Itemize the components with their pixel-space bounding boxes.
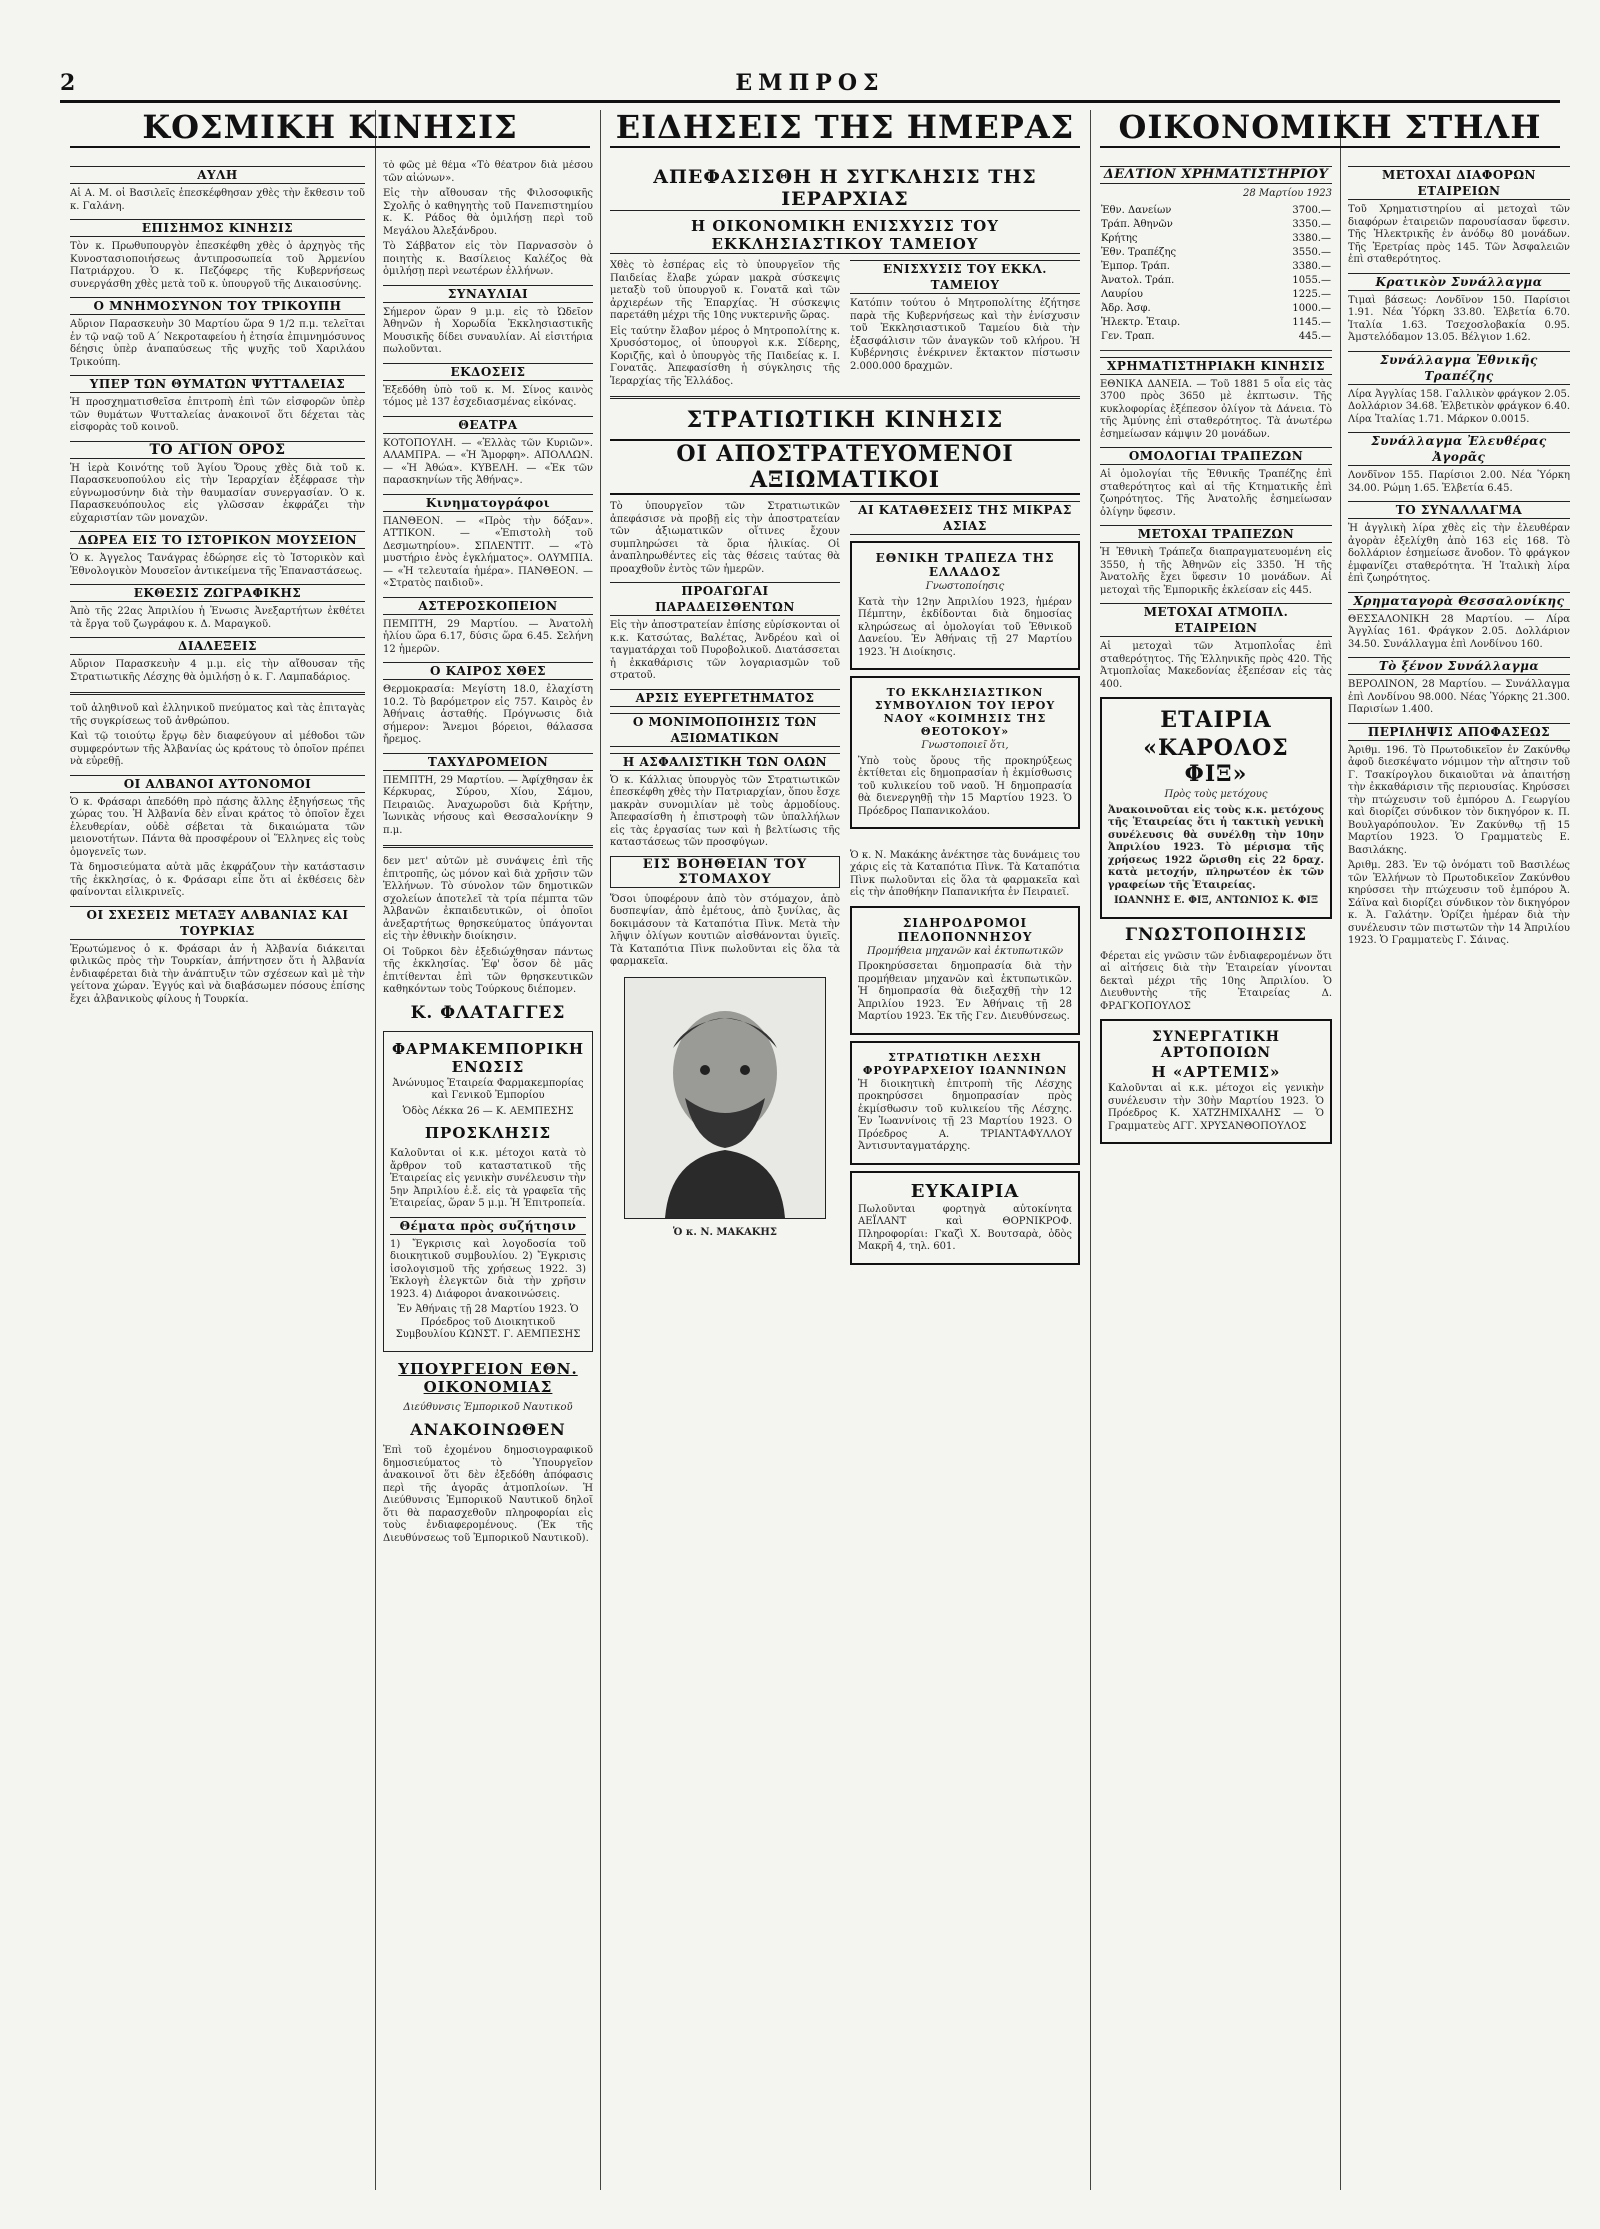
- stock-row: [1100, 246, 1332, 260]
- ad-bakers: [1100, 1019, 1332, 1144]
- article-hierarchy: [610, 260, 1080, 388]
- article-text: Εἰς τὴν αἴθουσαν τῆς Φιλοσοφικῆς Σχολῆς ὁ καθηγητὴς τοῦ Πανεπιστημίου κ. Κ. Ράδος θὰ ὁμιλήσῃ περὶ τοῦ Μεγάλου Ἀλεξάνδρου.: [383, 188, 593, 237]
- portrait-photo: [624, 977, 826, 1219]
- heading-invitation: ΠΡΟΣΚΛΗΣΙΣ: [424, 1124, 552, 1142]
- stock-row: [1100, 218, 1332, 232]
- heading-albanians: ΟΙ ΑΛΒΑΝΟΙ ΑΥΤΟΝΟΜΟΙ: [70, 775, 365, 793]
- column-2: [383, 160, 593, 2220]
- stock-row: [1100, 204, 1332, 218]
- headline-retired-officers: ΟΙ ΑΠΟΣΤΡΑΤΕΥΟΜΕΝΟΙ ΑΞΙΩΜΑΤΙΚΟΙ: [610, 439, 1080, 495]
- newspaper-name: ΕΜΠΡΟΣ: [735, 70, 885, 96]
- heading-albania-turkey: ΟΙ ΣΧΕΣΕΙΣ ΜΕΤΑΞΥ ΑΛΒΑΝΙΑΣ ΚΑΙ ΤΟΥΡΚΙΑΣ: [70, 906, 365, 940]
- stock-name: Ἐθν. Τραπέζης: [1101, 246, 1177, 258]
- article-text: Ἐξεδόθη ὑπὸ τοῦ κ. Μ. Σίνος καινὸς τόμος μὲ 137 ἐσχεδιασμένας εἰκόνας.: [383, 384, 593, 408]
- article-text: Ἡ ἱερὰ Κοινότης τοῦ Ἁγίου Ὄρους χθὲς διὰ τοῦ κ. Παρασκευοπούλου εἰς τὴν Ἱεραρχίαν ἐξέφρασε τὴν εὐγνωμοσύνην διὰ τὴν θαυμασίαν συνεργασίαν. Ὁ κ. Παρασκευόπουλος εἰς γλῶσσαν ἐκφράζει τὴν εὐχαριστίαν τῶν μοναχῶν.: [70, 462, 365, 524]
- article-text: 1) Ἔγκρισις καὶ λογοδοσία τοῦ διοικητικοῦ συμβουλίου. 2) Ἔγκρισις ἰσολογισμοῦ τῆς χρήσεως 1922. 3) Ἐκλογὴ ἐλεγκτῶν διὰ τὴν χρῆσιν 1923. 4) Διάφοροι ἀνακοινώσεις.: [390, 1238, 586, 1300]
- article-text: Τὸν κ. Πρωθυπουργὸν ἐπεσκέφθη χθὲς ὁ ἀρχηγὸς τῆς Κυνοστασιοποιήσεως ἀντιπροσωπεία τοῦ Ἀρμενίου Πατριάρχου. Ὁ κ. Πεζόφερς τῆς Κυβερνήσεως συνεργάσθη χθὲς μετὰ τοῦ κ. ὑπουργοῦ τῆς Δικαιοσύνης.: [70, 241, 365, 290]
- ad-flatagges: Κ. ΦΛΑΤΑΓΓΕΣ: [410, 1002, 566, 1023]
- stock-price: 445.—: [1298, 330, 1331, 342]
- article-text: Ἀριθμ. 283. Ἐν τῷ ὀνόματι τοῦ Βασιλέως τῶν Ἑλλήνων τὸ Πρωτοδικεῖον Ζακύνθου κηρύσσει τὴν πτώχευσιν τοῦ ἐμπόρου Ἀ. Σάϊνα καὶ διορίζει σύνδικον τὸν δικηγόρον κ. Ἀ. Γαλάτην. Ὁρίζει ἡμέραν διὰ τὴν συνέλευσιν τῶν πιστωτῶν τὴν 14 Ἀπριλίου 1923. Ὁ Γραμματεὺς Γ. Σάινας.: [1348, 860, 1570, 946]
- article-text: Εἰς τὴν ἀποστρατείαν ἐπίσης εὑρίσκονται οἱ κ.κ. Κατσώτας, Βαλέτας, Ἀνδρέου καὶ οἱ ταγματάρχαι τοῦ Πυροβολικοῦ. Διατάσσεται ἡ ἐκκαθάρισις τῶν λογαριασμῶν τοῦ στρατοῦ.: [610, 620, 840, 681]
- heading-lectures: ΔΙΑΛΕΞΕΙΣ: [70, 637, 365, 655]
- ad-pharma-title: ΦΑΡΜΑΚΕΜΠΟΡΙΚΗ ΕΝΩΣΙΣ: [391, 1039, 585, 1076]
- heading-mount-athos: ΤΟ ΑΓΙΟΝ ΟΡΟΣ: [70, 441, 365, 459]
- article-military: [610, 501, 1080, 850]
- page-number: 2: [60, 70, 76, 96]
- ad-national-bank-subtitle: Γνωστοποίησις: [925, 581, 1005, 592]
- stock-table: [1100, 204, 1332, 344]
- ad-pharma-subtitle: Ἀνώνυμος Ἑταιρεία Φαρμακεμπορίας καὶ Γενικοῦ Ἐμπορίου: [392, 1077, 584, 1101]
- stock-name: Τράπ. Ἀθηνῶν: [1101, 218, 1173, 230]
- stock-name: Κρήτης: [1101, 232, 1138, 244]
- stock-row: [1100, 302, 1332, 316]
- heading-official-movement: ΕΠΙΣΗΜΟΣ ΚΙΝΗΣΙΣ: [70, 219, 365, 237]
- heading-ministry: ΥΠΟΥΡΓΕΙΟΝ ΕΘΝ. ΟΙΚΟΝΟΜΙΑΣ: [398, 1359, 578, 1396]
- heading-bank-shares: ΜΕΤΟΧΑΙ ΤΡΑΠΕΖΩΝ: [1100, 525, 1332, 543]
- heading-officer-tenure: Ο ΜΟΝΙΜΟΠΟΙΗΣΙΣ ΤΩΝ ΑΞΙΩΜΑΤΙΚΩΝ: [610, 713, 840, 747]
- column-3: [610, 160, 1080, 2220]
- article-text: Ἀνακοινοῦται εἰς τοὺς κ.κ. μετόχους τῆς Ἑταιρείας ὅτι ἡ τακτικὴ γενικὴ συνέλευσις θὰ συνέλθῃ τὴν 10ην Ἀπριλίου 1923. Τὸ μέρισμα τῆς χρήσεως 1922 ὥρισθη εἰς 22 δραχ. κατὰ μετοχήν, πληρωτέον ἐκ τῶν γραφείων τῆς Ἑταιρείας.: [1108, 804, 1324, 891]
- ad-pharma-address: Ὁδὸς Λέκκα 26 — Κ. ΑΕΜΠΕΣΗΣ: [402, 1105, 574, 1117]
- article-text: Προκηρύσσεται δημοπρασία διὰ τὴν προμήθειαν μηχανῶν καὶ ἐκτυπωτικῶν. Ἡ δημοπρασία θὰ διεξαχθῇ τὴν 12 Ἀπριλίου 1923. Ἐν Ἀθήναις τῇ 28 Μαρτίου 1923. Ἐκ τῆς Γεν. Διευθύνσεως.: [858, 961, 1072, 1022]
- heading-publications: ΕΚΔΟΣΕΙΣ: [383, 363, 593, 381]
- heading-national-bank-exchange: Συνάλλαγμα Ἐθνικῆς Τραπέζης: [1348, 351, 1570, 385]
- heading-various-shares: ΜΕΤΟΧΑΙ ΔΙΑΦΟΡΩΝ ΕΤΑΙΡΕΙΩΝ: [1348, 166, 1570, 200]
- headline-hierarchy: ΑΠΕΦΑΣΙΣΘΗ Η ΣΥΓΚΛΗΣΙΣ ΤΗΣ ΙΕΡΑΡΧΙΑΣ: [610, 166, 1080, 211]
- ad-company-name: «ΚΑΡΟΛΟΣ ΦΙΞ»: [1143, 735, 1289, 787]
- heading-museum-donation: ΔΩΡΕΑ ΕΙΣ ΤΟ ΙΣΤΟΡΙΚΟΝ ΜΟΥΣΕΙΟΝ: [70, 531, 365, 549]
- stock-row: [1100, 232, 1332, 246]
- stock-name: Ἀνατολ. Τράπ.: [1101, 274, 1175, 286]
- heading-post-office: ΤΑΧΥΔΡΟΜΕΙΟΝ: [383, 753, 593, 771]
- ad-railways: [850, 906, 1080, 1035]
- stock-name: Ἀδρ. Ἀσφ.: [1101, 302, 1151, 314]
- heading-benefit-removal: ΑΡΣΙΣ ΕΥΕΡΓΕΤΗΜΑΤΟΣ: [610, 689, 840, 707]
- article-text: Φέρεται εἰς γνῶσιν τῶν ἐνδιαφερομένων ὅτι αἱ αἰτήσεις διὰ τὴν Ἑταιρείαν γίνονται δεκταὶ μέχρι τῆς 10ης Ἀπριλίου. Ὁ Διευθυντὴς τῆς Ἑταιρείας Δ. ΦΡΑΓΚΟΠΟΥΛΟΣ: [1100, 950, 1332, 1012]
- ad-pharma: [383, 1031, 593, 1352]
- heading-foreign-exchange: Τὸ ξένον Συνάλλαγμα: [1348, 657, 1570, 675]
- signature: Ἐν Ἀθήναις τῇ 28 Μαρτίου 1923. Ὁ Πρόεδρος τοῦ Διοικητικοῦ Συμβουλίου ΚΩΝΣΤ. Γ. ΑΕΜΠΕΣΗΣ: [395, 1304, 581, 1340]
- stock-row: [1100, 316, 1332, 330]
- ad-national-bank: [850, 541, 1080, 670]
- column-rule: [375, 110, 376, 2190]
- ad-opportunity: [850, 1171, 1080, 1265]
- heading-cinemas: Κινηματογράφοι: [383, 494, 593, 512]
- article-text: ΠΕΜΠΤΗ, 29 Μαρτίου. — Ἀνατολὴ ἡλίου ὥρα 6.17, δύσις ὥρα 6.45. Σελήνη 12 ἡμερῶν.: [383, 618, 593, 655]
- heading-state-exchange: Κρατικὸν Συνάλλαγμα: [1348, 273, 1570, 291]
- article-text: δεν μετ' αὐτῶν μὲ συνάψεις ἐπὶ τῆς ἐπιτροπῆς, ὡς μόνον καὶ διὰ χρῆσιν τῶν Ἑλλήνων. Τὸ σύνολον τῶν δημοτικῶν σχολείων ἀποτελεῖ τὰ τρία πέμπτα τῶν Ἀλβανῶν ἐκπαιδευτικῶν, οἱ ὁποῖοι ἀνεξαρτήτως θρησκεύματος ὑπάγονται εἰς τὴν ἐθνικὴν διοίκησιν.: [383, 856, 593, 942]
- heading-painting-exhibition: ΕΚΘΕΣΙΣ ΖΩΓΡΑΦΙΚΗΣ: [70, 584, 365, 602]
- column-rule: [600, 110, 601, 2190]
- heading-victims: ΥΠΕΡ ΤΩΝ ΘΥΜΑΤΩΝ ΨΥΤΤΑΛΕΙΑΣ: [70, 375, 365, 393]
- article-text: Ὅσοι ὑποφέρουν ἀπὸ τὸν στόμαχον, ἀπὸ δυσπεψίαν, ἀπὸ ἐμέτους, ἀπὸ ξυνίλας, ἂς δοκιμάσουν τὰ Καταπότια Πὶνκ. Μετὰ τὴν λῆψιν ὀλίγων κουτιῶν αἰσθάνονται ὑγιεῖς. Τὰ Καταπότια Πὶνκ πωλοῦνται εἰς ὅλα τὰ φαρμακεῖα.: [610, 893, 840, 967]
- article-text: τοῦ ἀληθινοῦ καὶ ἐλληνικοῦ πνεύματος καὶ τὰς ἐπιταγὰς τῆς συγκρίσεως τοῦ ἀνθρώπου.: [70, 703, 365, 727]
- portrait-illustration: [625, 978, 825, 1218]
- article-text: Αὔριον Παρασκευὴν 4 μ.μ. εἰς τὴν αἴθουσαν τῆς Στρατιωτικῆς Λέσχης θὰ ὁμιλήσῃ ὁ κ. Γ. Λαμπαδάριος.: [70, 659, 365, 683]
- ad-company-subtitle: Πρὸς τοὺς μετόχους: [1164, 789, 1268, 800]
- article-text: ΠΑΝΘΕΟΝ. — «Πρὸς τὴν δόξαν». ΑΤΤΙΚΟΝ. — «Ἐπιστολὴ τοῦ Δεσμωτηρίου». ΣΠΛΕΝΤΙΤ. — «Τὸ μυστήριο ἑνὸς ἐγκλήματος». ΟΛΥΜΠΙΑ. — «Ἡ τελευταία ἡμέρα». ΠΑΝΘΕΟΝ. — «Στρατὸς παιδιοῦ».: [383, 515, 593, 589]
- stock-date: 28 Μαρτίου 1923: [1243, 188, 1332, 199]
- stock-price: 3550.—: [1292, 246, 1331, 258]
- article-text: Αἱ μετοχαὶ τῶν Ἀτμοπλοΐας ἐπὶ σταθερότητος. Τῆς Ἑλληνικῆς πρὸς 420. Τῆς Ἀτμοπλοΐας Μακεδονίας ἐξεπέσαν εἰς τὰς 400.: [1100, 641, 1332, 690]
- stock-name: Ἐθν. Δανείων: [1101, 204, 1172, 216]
- stock-price: 1225.—: [1292, 288, 1331, 300]
- heading-fund-support: ΕΝΙΣΧΥΣΙΣ ΤΟΥ ΕΚΚΛ. ΤΑΜΕΙΟΥ: [850, 260, 1080, 294]
- stock-name: Γεν. Τραπ.: [1101, 330, 1155, 342]
- stock-row: [1100, 288, 1332, 302]
- heading-asia-minor-deposits: ΑΙ ΚΑΤΑΘΕΣΕΙΣ ΤΗΣ ΜΙΚΡΑΣ ΑΣΙΑΣ: [850, 501, 1080, 535]
- article-text: Πωλοῦνται φορτηγὰ αὐτοκίνητα ΑΕΪΛΑΝΤ καὶ ΘΟΡΝΙΚΡΟΦ. Πληροφορίαι: Γκαζὶ Χ. Βουτσαρὰ, ὁδὸς Μακρῆ 4, τηλ. 601.: [858, 1203, 1072, 1252]
- article-text: Κατὰ τὴν 12ην Ἀπριλίου 1923, ἡμέραν Πέμπτην, ἐκδίδονται διὰ δημοσίας κληρώσεως αἱ ὁμολογίαι τοῦ Ἐθνικοῦ Δανείου. Ἐν Ἀθήναις τῇ 27 Μαρτίου 1923. Ἡ Διοίκησις.: [858, 596, 1072, 658]
- article-text: Ἡ προσχηματισθεῖσα ἐπιτροπὴ ἐπὶ τῶν εἰσφορῶν ὑπὲρ τῶν θυμάτων Ψυτταλείας ἀνακοινοῖ ὅτι δέχεται τὰς εἰσφορὰς τοῦ κοινοῦ.: [70, 397, 365, 433]
- ad-military-club: [850, 1041, 1080, 1165]
- stock-name: Ἐμπορ. Τράπ.: [1101, 260, 1170, 272]
- headline-military: ΣΤΡΑΤΙΩΤΙΚΗ ΚΙΝΗΣΙΣ: [686, 407, 1004, 433]
- article-text: Τὸ Σάββατον εἰς τὸν Παρνασσὸν ὁ ποιητὴς κ. Βασίλειος Καλέζος θὰ ὁμιλήσῃ περὶ νεωτέρων ἐλλήνων.: [383, 241, 593, 277]
- article-text: ΘΕΣΣΑΛΟΝΙΚΗ 28 Μαρτίου. — Λίρα Ἀγγλίας 161. Φράγκον 2.05. Δολλάριον 34.50. Συνάλλαγμα ἐπὶ Λονδίνου 160.: [1348, 613, 1570, 650]
- stock-row: [1100, 330, 1332, 344]
- article-text: Καλοῦνται οἱ κ.κ. μέτοχοι κατὰ τὸ ἄρθρον τοῦ καταστατικοῦ τῆς Ἑταιρείας εἰς γενικὴν συνέλευσιν τὴν 5ην Ἀπριλίου ἐ.ἔ. εἰς τὰ γραφεῖα τῆς Ἑταιρείας, ὥραν 5 μ.μ. Ἡ Ἐπιτροπεία.: [390, 1148, 586, 1209]
- article-text: ΒΕΡΟΛΙΝΟΝ, 28 Μαρτίου. — Συνάλλαγμα ἐπὶ Λονδίνου 98.000. Νέας Ὑόρκης 21.300. Παρισίων 1.400.: [1348, 679, 1570, 715]
- ad-company-label: ΕΤΑΙΡΙΑ: [1160, 707, 1272, 733]
- stock-row: [1100, 274, 1332, 288]
- article-text: Ὑπὸ τοὺς ὅρους τῆς προκηρύξεως ἐκτίθεται εἰς δημοπρασίαν ἡ ἐκμίσθωσις τοῦ κυλικείου τοῦ ναοῦ. Ἡ δημοπρασία θὰ διενεργηθῇ τὴν 15 Μαρτίου 1923. Ὁ Πρόεδρος Παπανικολάου.: [858, 755, 1072, 817]
- masthead: [60, 70, 1560, 103]
- ad-company-fix: [1100, 697, 1332, 919]
- article-text: Αἱ ὁμολογίαι τῆς Ἐθνικῆς Τραπέζης ἐπὶ σταθερότητος καὶ αἱ τῆς Κτηματικῆς ἐπὶ ζωηρότητος. Τῆς Ἀνατολῆς ἐσημείωσαν ὀλίγην ὕφεσιν.: [1100, 469, 1332, 518]
- stock-name: Ἡλεκτρ. Ἑταιρ.: [1101, 316, 1181, 328]
- heading-bank-bonds: ΟΜΟΛΟΓΙΑΙ ΤΡΑΠΕΖΩΝ: [1100, 447, 1332, 465]
- ad-bakers-name: Η «ΑΡΤΕΜΙΣ»: [1151, 1063, 1281, 1081]
- heading-steamship-shares: ΜΕΤΟΧΑΙ ΑΤΜΟΠΛ. ΕΤΑΙΡΕΙΩΝ: [1100, 603, 1332, 637]
- article-text: Ἡ Ἐθνικὴ Τράπεζα διαπραγματευομένη εἰς 3550, ἡ τῆς Ἀθηνῶν εἰς 3350. Ἡ τῆς Ἀνατολῆς ἔχει ὕφεσιν 10 μονάδων. Αἱ μετοχαὶ τῆς Ἐμπορικῆς ἐκλείσαν εἰς 445.: [1100, 547, 1332, 596]
- column-rule: [1340, 110, 1341, 2190]
- heading-exchange-movement: ΧΡΗΜΑΤΙΣΤΗΡΙΑΚΗ ΚΙΝΗΣΙΣ: [1100, 357, 1332, 375]
- headline-stomach: ΕΙΣ ΒΟΗΘΕΙΑΝ ΤΟΥ ΣΤΟΜΑΧΟΥ: [610, 856, 840, 888]
- article-text: Ὁ κ. Ν. Μακάκης ἀνέκτησε τὰς δυνάμεις του χάρις εἰς τὰ Καταπότια Πὶνκ. Τὰ Καταπότια Πὶνκ πωλοῦνται εἰς ὅλα τὰ φαρμακεῖα καὶ εἰς τὴν ἀποθήκην Παπανικήτα ἐν Πειραιεῖ.: [850, 849, 1080, 898]
- stock-price: 3380.—: [1292, 260, 1331, 272]
- article-text: Ἡ ἀγγλικὴ λίρα χθὲς εἰς τὴν ἐλευθέραν ἀγορὰν ἐξελίχθη ἀπὸ 163 εἰς 168. Τὸ δολλάριον ἐσημείωσε ἄνοδον. Τὸ φράγκον ἐμφανίζει σταθερότητα. Ἡ Ἰταλικὴ λίρα ἐπὶ ζωηρότητος.: [1348, 523, 1570, 584]
- stock-price: 3700.—: [1292, 204, 1331, 216]
- stock-price: 3380.—: [1292, 232, 1331, 244]
- column-4: [1100, 160, 1332, 2220]
- ad-railways-title: ΣΙΔΗΡΟΔΡΟΜΟΙ ΠΕΛΟΠΟΝΝΗΣΟΥ: [897, 915, 1033, 944]
- article-text: Αὔριον Παρασκευὴν 30 Μαρτίου ὥρα 9 1/2 π.μ. τελεῖται ἐν τῷ ναῷ τοῦ Α΄ Νεκροταφείου ἡ ἐτησία ἐπιμνημόσυνος δέησις ὑπὲρ ἀναπαύσεως τῆς ψυχῆς τοῦ Χαριλάου Τρικούπη.: [70, 319, 365, 368]
- article-text: Τιμαὶ βάσεως: Λονδῖνον 150. Παρίσιοι 1.91. Νέα Ὑόρκη 33.80. Ἑλβετία 6.70. Ἰταλία 1.63. Τσεχοσλοβακία 0.95. Ἀμστελόδαμον 13.05. Βέλγιον 1.62.: [1348, 294, 1570, 343]
- article-text: Λίρα Ἀγγλίας 158. Γαλλικὸν φράγκον 2.05. Δολλάριον 34.68. Ἑλβετικὸν φράγκον 6.40. Λίρα Ἰταλίας 1.71. Μάρκον 0.0015.: [1348, 388, 1570, 425]
- article-text: Ἐπὶ τοῦ ἐχομένου δημοσιογραφικοῦ δημοσιεύματος τὸ Ὑπουργεῖον ἀνακοινοῖ ὅτι δὲν ἐξεδόθη ἀπόφασις περὶ τῆς ἀγορᾶς ἀτμοπλοίων. Ἡ Διεύθυνσις Ἐμπορικοῦ Ναυτικοῦ δηλοῖ ὅτι θὰ παρασχεθοῦν πληροφορίαι εἰς τοὺς ἐνδιαφερομένους. (Ἐκ τῆς Διευθύνσεως τοῦ Ἐμπορικοῦ Ναυτικοῦ).: [383, 1445, 593, 1544]
- article-text: Ὁ κ. Ἀγγελος Τανάγρας ἐδώρησε εἰς τὸ Ἱστορικὸν καὶ Ἐθνολογικὸν Μουσεῖον ἀντικείμενα τῆς Ἐπαναστάσεως.: [70, 553, 365, 577]
- article-text: ΠΕΜΠΤΗ, 29 Μαρτίου. — Ἀφίχθησαν ἐκ Κέρκυρας, Σύρου, Χίου, Σάμου, Πειραιῶς. Ἀναχωροῦσι διὰ Κρήτην, Ἰωνικὰς νήσους καὶ Θεσσαλονίκην 9 π.μ.: [383, 774, 593, 836]
- section-title-economy: ΟΙΚΟΝΟΜΙΚΗ ΣΤΗΛΗ: [1100, 108, 1560, 148]
- article-text: Καλοῦνται αἱ κ.κ. μέτοχοι εἰς γενικὴν συνέλευσιν τὴν 30ὴν Μαρτίου 1923. Ὁ Πρόεδρος Κ. ΧΑΤΖΗΜΙΧΑΛΗΣ — Ὁ Γραμματεὺς ΑΓΓ. ΧΡΥΣΑΝΘΟΠΟΥΛΟΣ: [1108, 1083, 1324, 1132]
- article-text: Τὸ ὑπουργεῖον τῶν Στρατιωτικῶν ἀπεφάσισε νὰ προβῇ εἰς τὴν ἀποστρατείαν τῶν ἀξιωματικῶν οἵτινες ἔχουν συμπληρώσει τὰ ὅρια ἡλικίας. Οἱ ἀναπληρωθέντες εἰς τὰς θέσεις ταύτας θὰ προαχθοῦν ἐντὸς τῶν ἡμερῶν.: [610, 501, 840, 575]
- heading-weather: Ο ΚΑΙΡΟΣ ΧΘΕΣ: [383, 662, 593, 680]
- heading-stock-bulletin: ΔΕΛΤΙΟΝ ΧΡΗΜΑΤΙΣΤΗΡΙΟΥ: [1100, 166, 1332, 184]
- article-text: Εἰς ταύτην ἔλαβον μέρος ὁ Μητροπολίτης κ. Χρυσόστομος, οἱ ὑπουργοὶ κ.κ. Σίδερης, Κοριζῆς, καὶ ὁ ὑπουργὸς τῆς Παιδείας κ. Ι. Γονατᾶς. Ἀπεφασίσθη ἡ σύγκλησις τῆς Ἱεραρχίας τῆς Ἑλλάδος.: [610, 325, 840, 387]
- stock-row: [1100, 260, 1332, 274]
- stock-price: 1055.—: [1292, 274, 1331, 286]
- heading-announcement: ΑΝΑΚΟΙΝΩΘΕΝ: [410, 1420, 566, 1439]
- heading-theaters: ΘΕΑΤΡΑ: [383, 416, 593, 434]
- ad-bakers-title: ΣΥΝΕΡΓΑΤΙΚΗ ΑΡΤΟΠΟΙΩΝ: [1151, 1029, 1281, 1061]
- heading-topics: Θέματα πρὸς συζήτησιν: [390, 1217, 586, 1235]
- ad-railways-subtitle: Προμήθεια μηχανῶν καὶ ἐκτυπωτικῶν: [866, 945, 1064, 957]
- article-text: Κατόπιν τούτου ὁ Μητροπολίτης ἐζήτησε παρὰ τῆς Κυβερνήσεως καὶ τὴν ἐνίσχυσιν τοῦ Ἐκκλησιαστικοῦ Ταμείου διὰ τὴν ἐξασφάλισιν τῶν ἀναγκῶν τοῦ κλήρου. Ἡ Κυβέρνησις ἐνέκρινεν ἔκτακτον πίστωσιν 2.000.000 δραχμῶν.: [850, 298, 1080, 372]
- heading-exchange: ΤΟ ΣΥΝΑΛΛΑΓΜΑ: [1348, 501, 1570, 519]
- article-text: Τοῦ Χρηματιστηρίου αἱ μετοχαὶ τῶν διαφόρων ἑταιρειῶν παρουσίασαν ὕφεσιν. Τῆς Ἠλεκτρικῆς ἐν ἀνόδῳ 80 μονάδων. Τῆς Ἐρετρίας πρὸς 145. Τῶν Ἀσφαλειῶν ἐπὶ σταθερότητος.: [1348, 204, 1570, 265]
- ad-church-council: [850, 676, 1080, 829]
- article-text: Οἱ Τοῦρκοι δὲν ἐξεδιώχθησαν πάντως τῆς ἐκκλησίας. Ἐφ' ὅσον δὲ μᾶς ἐπιτίθενται ἐπὶ τῶν θρησκευτικῶν καθηκόντων τοὺς Τούρκους διέπομεν.: [383, 946, 593, 995]
- article-text: Θερμοκρασία: Μεγίστη 18.0, ἐλαχίστη 10.2. Τὸ βαρόμετρον εἰς 757. Καιρὸς ἐν Ἀθήναις ἀσταθής. Πρόγνωσις διὰ σήμερον: Ἄνεμοι βόρειοι, θάλασσα ἤρεμος.: [383, 684, 593, 745]
- ad-church-council-title: ΤΟ ΕΚΚΛΗΣΙΑΣΤΙΚΟΝ ΣΥΜΒΟΥΛΙΟΝ ΤΟΥ ΙΕΡΟΥ ΝΑΟΥ «ΚΟΙΜΗΣΙΣ ΤΗΣ ΘΕΟΤΟΚΟΥ»: [874, 686, 1056, 738]
- lower-articles: [610, 850, 1080, 1265]
- column-rule: [1090, 110, 1091, 2190]
- ad-company-signature: ΙΩΑΝΝΗΣ Ε. ΦΙΞ, ΑΝΤΩΝΙΟΣ Κ. ΦΙΞ: [1114, 895, 1318, 906]
- section-title-news: ΕΙΔΗΣΕΙΣ ΤΗΣ ΗΜΕΡΑΣ: [610, 108, 1080, 148]
- heading-court: ΑΥΛΗ: [70, 166, 365, 184]
- column-1: [70, 160, 365, 2220]
- divider: [1100, 350, 1332, 351]
- article-text: Ὁ κ. Κάλλιας ὑπουργὸς τῶν Στρατιωτικῶν ἐπεσκέφθη χθὲς τὴν Πατριαρχίαν, ὅπου ἔσχε μακρὰν συνομιλίαν μὲ τοὺς ἀρμοδίους. Ἀπεφασίσθη ἡ ἐπιστροφὴ τῶν ὑπαλλήλων εἰς τὰς ἐργασίας των καὶ ἡ βελτίωσις τῆς καταστάσεως τῶν προσφύγων.: [610, 774, 840, 848]
- stock-name: Λαυρίου: [1101, 288, 1143, 300]
- column-5: [1348, 160, 1570, 2220]
- article-text: Αἱ Α. Μ. οἱ Βασιλεῖς ἐπεσκέφθησαν χθὲς τὴν ἔκθεσιν τοῦ κ. Γαλάνη.: [70, 188, 365, 212]
- article-text: ΚΟΤΟΠΟΥΛΗ. — «Ἑλλὰς τῶν Κυριῶν». ΑΛΑΜΠΡΑ. — «Ἡ Ἄμορφη». ΑΠΟΛΛΩΝ. — «Ἡ Ἀθώα». ΚΥΒΕΛΗ. — «Ἐκ τῶν παρασκηνίων τῆς Ἀθήνας».: [383, 437, 593, 486]
- ad-military-club-title: ΣΤΡΑΤΙΩΤΙΚΗ ΛΕΣΧΗ ΦΡΟΥΡΑΡΧΕΙΟΥ ΙΩΑΝΝΙΝΩΝ: [862, 1050, 1068, 1077]
- article-text: Καὶ τῷ τοιούτῳ ἔργῳ δὲν διαφεύγουν αἱ μέθοδοι τῶν συμφερόντων τῆς Ἀλβανίας ὡς κράτους τὸ ὁποῖον πρέπει νὰ εὐρεθῇ.: [70, 731, 365, 767]
- article-text: τὸ φῶς μὲ θέμα «Τὸ θέατρον διὰ μέσου τῶν αἰώνων».: [383, 160, 593, 184]
- stock-price: 3350.—: [1292, 218, 1331, 230]
- heading-promotions: ΠΡΟΑΓΩΓΑΙ ΠΑΡΑΔΕΙΣΘΕΝΤΩΝ: [610, 582, 840, 616]
- heading-observatory: ΑΣΤΕΡΟΣΚΟΠΕΙΟΝ: [383, 597, 593, 615]
- subheadline-church-fund: Η ΟΙΚΟΝΟΜΙΚΗ ΕΝΙΣΧΥΣΙΣ ΤΟΥ ΕΚΚΛΗΣΙΑΣΤΙΚΟΥ ΤΑΜΕΙΟΥ: [610, 217, 1080, 254]
- heading-thessaloniki-market: Χρηματαγορὰ Θεσσαλονίκης: [1348, 592, 1570, 610]
- article-text: Ἐρωτώμενος ὁ κ. Φράσαρι ἀν ἡ Ἀλβανία διάκειται φιλικῶς πρὸς τὴν Τουρκίαν, ἀπήντησεν ὅτι ἡ Ἀλβανία ἐνδιαφέρεται διὰ τὴν ἀνάπτυξιν τῶν σχέσεων καὶ μὲ τὴν γείτονα χώραν. Ἐγγύς καὶ νὰ διαβάσωμεν πόσους ἐπίσης ἔχει ἀλβανικοὺς φίλους ἡ Τουρκία.: [70, 943, 365, 1005]
- article-text: Τὰ δημοσιεύματα αὐτὰ μᾶς ἐκφράζουν τὴν κατάστασιν τῆς ἐκκλησίας, ὁ κ. Φράσαρι εἶπε ὅτι αἱ ἐκθέσεις δὲν φαίνονται εἰλικρινεῖς.: [70, 862, 365, 898]
- ad-opportunity-title: ΕΥΚΑΙΡΙΑ: [910, 1180, 1020, 1202]
- stock-price: 1145.—: [1292, 316, 1331, 328]
- heading-free-market-exchange: Συνάλλαγμα Ἐλευθέρας Ἀγορᾶς: [1348, 432, 1570, 466]
- article-text: Ἀριθμ. 196. Τὸ Πρωτοδικεῖον ἐν Ζακύνθῳ ἀφοῦ διεσκέψατο νόμιμον τὴν αἴτησιν τοῦ Γ. Τσακίρογλου δικαιοῦται νὰ ἀπαιτήσῃ τὴν ἐκκαθάρισιν τῆς περιουσίας. Κηρύσσει τὴν πτώχευσιν τοῦ ἐμπόρου Δ. Γεωργίου καὶ διορίζει σύνδικον τὸν δικηγόρον κ. Π. Βουλγαρόπουλον. Ἐν Ζακύνθῳ τῇ 15 Μαρτίου 1923. Ὁ Γραμματεὺς Ε. Βασιλάκης.: [1348, 744, 1570, 856]
- article-text: Λονδῖνον 155. Παρίσιοι 2.00. Νέα Ὑόρκη 34.00. Ρώμη 1.65. Ἑλβετία 6.45.: [1348, 470, 1570, 494]
- article-text: Χθὲς τὸ ἑσπέρας εἰς τὸ ὑπουργεῖον τῆς Παιδείας ἔλαβε χώραν μακρὰ σύσκεψις μεταξὺ τοῦ ὑπουργοῦ κ. Γονατᾶ καὶ τῶν ἀρχιερέων τῆς Ἐπαρχίας. Ἡ σύσκεψις παρετάθη μέχρι τῆς 10ης νυκτερινῆς ὥρας.: [610, 260, 840, 321]
- heading-decision-summary: ΠΕΡΙΛΗΨΙΣ ΑΠΟΦΑΣΕΩΣ: [1348, 723, 1570, 741]
- ad-church-council-subtitle: Γνωστοποιεῖ ὅτι,: [921, 740, 1009, 751]
- article-text: Ἀπὸ τῆς 22ας Ἀπριλίου ἡ Ἑνωσις Ἀνεξαρτήτων ἐκθέτει τὰ ἔργα τοῦ ζωγράφου κ. Δ. Μαραγκοῦ.: [70, 606, 365, 630]
- article-text: Σήμερον ὥραν 9 μ.μ. εἰς τὸ Ὠδεῖον Ἀθηνῶν ἡ Χορωδία Ἐκκλησιαστικῆς Μουσικῆς δίδει συναυλίαν. Αἱ εἰσιτήρια πωλοῦνται.: [383, 306, 593, 355]
- section-title-social: ΚΟΣΜΙΚΗ ΚΙΝΗΣΙΣ: [70, 108, 590, 148]
- article-text: Ὁ κ. Φράσαρι ἀπεδόθη πρὸ πάσης ἄλλης ἐξηγήσεως τῆς χώρας του. Ἡ Ἀλβανία δὲν εἶναι κράτος τὸ ὁποῖον ἔχει ἐλευθερίαν, οὐδὲ σέβεται τὰ δικαιώματα τῶν μειονοτήτων. Πάντα θὰ προσφέρουν οἱ Ἕλληνες εἰς τοὺς ὁμογενεῖς των.: [70, 796, 365, 858]
- article-text: ΕΘΝΙΚΑ ΔΑΝΕΙΑ. — Τοῦ 1881 5 οἶα εἰς τὰς 3700 πρὸς 3650 μὲ ἐκπτωσιν. Τῆς κυκλοφορίας ἐξέπεσον ὀλίγον τὰ Δάνεια. Τὸ τῆς Ἀμύνης ἐπὶ σταθερότητος. Τὰ ἀνωτέρω ἐσημείωσαν κάμψιν 20 μονάδων.: [1100, 378, 1332, 440]
- heading-concerts: ΣΥΝΑΥΛΙΑΙ: [383, 285, 593, 303]
- heading-memorial: Ο ΜΝΗΜΟΣΥΝΟΝ ΤΟΥ ΤΡΙΚΟΥΠΗ: [70, 297, 365, 315]
- photo-caption: Ὁ κ. Ν. ΜΑΚΑΚΗΣ: [673, 1226, 777, 1238]
- article-text: Ἡ διοικητικὴ ἐπιτροπὴ τῆς Λέσχης προκηρύσσει δημοπρασίαν πρὸς ἐκμίσθωσιν τοῦ κυλικείου τῆς Λέσχης. Ἐν Ἰωαννίνοις τῇ 23 Μαρτίου 1923. Ο Πρόεδρος Α. ΤΡΙΑΝΤΑΦΥΛΛΟΥ Ἀντισυνταγματάρχης.: [858, 1078, 1072, 1152]
- stock-price: 1000.—: [1292, 302, 1331, 314]
- heading-insurance: Η ΑΣΦΑΛΙΣΤΙΚΗ ΤΩΝ ΟΛΩΝ: [610, 753, 840, 771]
- ad-national-bank-title: ΕΘΝΙΚΗ ΤΡΑΠΕΖΑ ΤΗΣ ΕΛΛΑΔΟΣ: [875, 551, 1055, 579]
- divider: [610, 396, 1080, 399]
- divider: [383, 845, 593, 848]
- heading-notice: ΓΝΩΣΤΟΠΟΙΗΣΙΣ: [1124, 924, 1308, 945]
- divider: [70, 692, 365, 695]
- ministry-division: Διεύθυνσις Ἐμπορικοῦ Ναυτικοῦ: [403, 1401, 573, 1413]
